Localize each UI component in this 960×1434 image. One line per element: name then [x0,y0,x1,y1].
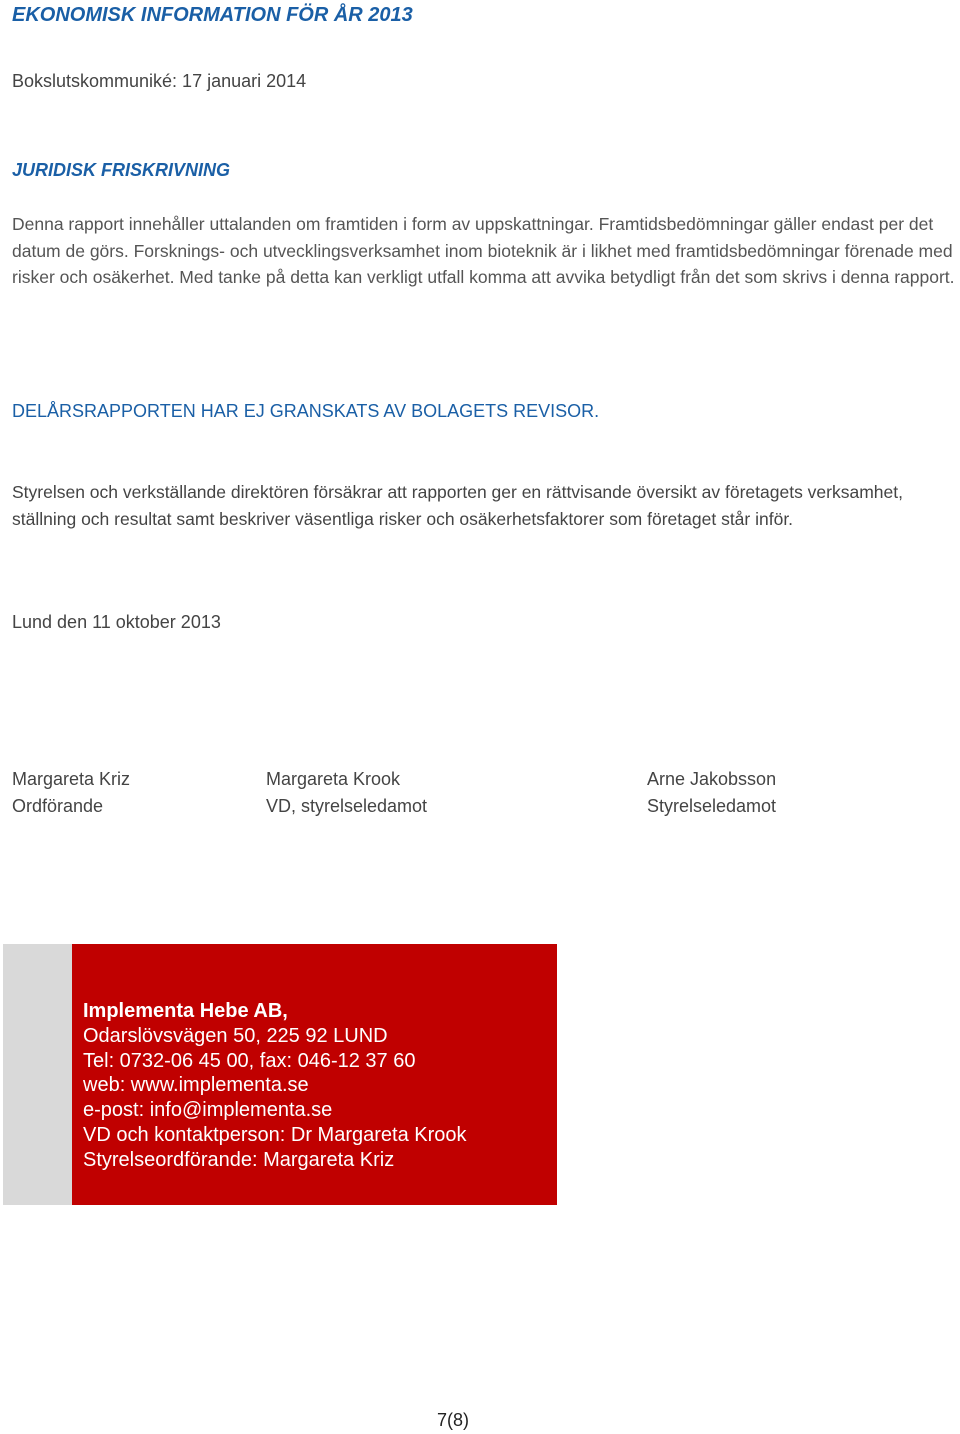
company-web: web: www.implementa.se [83,1074,309,1097]
signatory-1 [12,766,130,819]
company-email: e-post: info@implementa.se [83,1099,333,1122]
company-phone: Tel: 0732-06 45 00, fax: 046-12 37 60 [83,1049,416,1072]
report-date-subtitle: Bokslutskommuniké: 17 januari 2014 [12,71,307,91]
company-contact-person: VD och kontaktperson: Dr Margareta Krook [83,1123,467,1146]
contact-box-gray-stripe [3,944,72,1205]
signatory-name: Margareta Krook [266,769,401,789]
contact-info [83,999,467,1173]
board-statement: Styrelsen och verkställande direktören försäkrar att rapporten ger en rättvisande översikt av företagets verksamhet, ställning och resultat samt beskriver väsentliga risker och osäkerhetsfaktorer som företaget står inför. [12,482,903,529]
company-name: Implementa Hebe AB, [83,1000,288,1022]
signatory-3 [647,766,776,819]
company-address: Odarslövsvägen 50, 225 92 LUND [83,1024,388,1047]
signatory-name: Arne Jakobsson [647,769,777,789]
page-number: 7(8) [437,1410,470,1430]
audit-notice: DELÅRSRAPPORTEN HAR EJ GRANSKATS AV BOLAGETS REVISOR. [12,401,600,421]
signatory-role: VD, styrelseledamot [266,795,428,816]
place-date: Lund den 11 oktober 2013 [12,612,221,632]
disclaimer-heading: JURIDISK FRISKRIVNING [12,160,231,180]
signatory-2 [266,766,427,819]
document-title: EKONOMISK INFORMATION FÖR ÅR 2013 [12,4,413,26]
signatory-name: Margareta Kriz [12,769,131,789]
signatory-role: Styrelseledamot [647,795,777,816]
disclaimer-text: Denna rapport innehåller uttalanden om framtiden i form av uppskattningar. Framtidsbedömningar gäller endast per det datum de görs. Forsknings- och utvecklingsverksamhet inom bioteknik är i likhet med framtidsbedömningar förenade med risker och osäkerhet. Med tanke på detta kan verkligt utfall komma att avvika betydligt från det som skrivs i denna rapport. [12,214,955,287]
signatory-role: Ordförande [12,795,104,816]
company-chair: Styrelseordförande: Margareta Kriz [83,1148,395,1171]
